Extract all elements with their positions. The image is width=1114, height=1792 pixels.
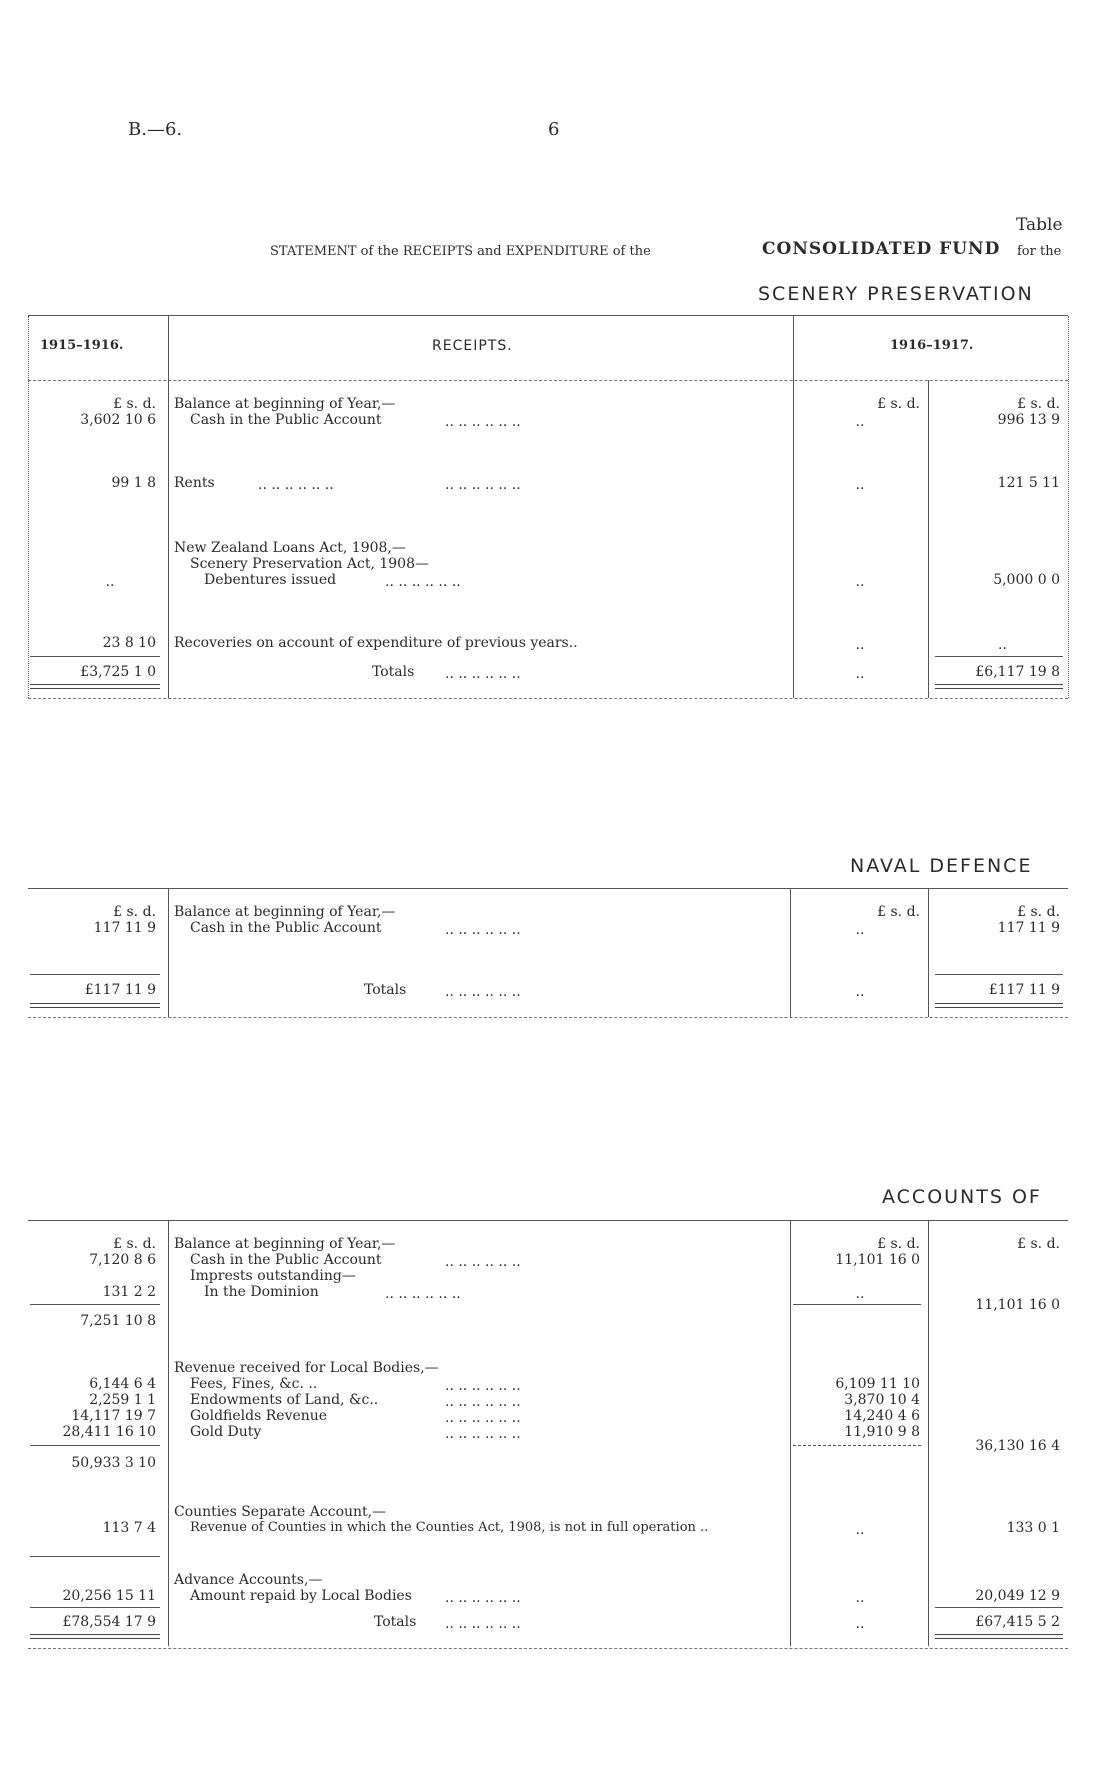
- accounts-balance-label: Balance at beginning of Year,—: [174, 1236, 396, 1252]
- scenery-col-year: 1916–1917.: [890, 338, 974, 353]
- leader-dots: .. .. .. .. .. ..: [445, 1590, 521, 1606]
- accounts-endow-prev: 2,259 1 1: [89, 1392, 156, 1408]
- accounts-balance-subtotal-prev: 7,251 10 8: [80, 1313, 156, 1329]
- accounts-counties-label1: Counties Separate Account,—: [174, 1504, 387, 1520]
- naval-totals-label: Totals: [364, 982, 407, 998]
- accounts-counties-mid: ..: [855, 1522, 865, 1538]
- scenery-section-title: SCENERY PRESERVATION: [758, 283, 1034, 305]
- scenery-balance-label: Balance at beginning of Year,—: [174, 396, 396, 412]
- accounts-gold-mid: 14,240 4 6: [844, 1408, 920, 1424]
- scenery-loans-label3: Debentures issued: [204, 572, 337, 588]
- accounts-imprest-label2: In the Dominion: [204, 1284, 319, 1300]
- leader-dots: .. .. .. .. .. ..: [445, 1616, 521, 1632]
- naval-units-mid: £ s. d.: [877, 904, 920, 920]
- accounts-imprest-mid: ..: [855, 1286, 865, 1302]
- leader-dots: .. .. .. .. .. ..: [445, 666, 521, 682]
- scenery-units-prev: £ s. d.: [113, 396, 156, 412]
- accounts-units-cur: £ s. d.: [1017, 1236, 1060, 1252]
- scenery-totals-label: Totals: [372, 664, 415, 680]
- accounts-advance-label2: Amount repaid by Local Bodies: [190, 1588, 412, 1604]
- scenery-loans-label1: New Zealand Loans Act, 1908,—: [174, 540, 406, 556]
- accounts-fees-mid: 6,109 11 10: [835, 1376, 920, 1392]
- scenery-recov-prev: 23 8 10: [102, 635, 156, 651]
- page-number: 6: [548, 119, 560, 140]
- scenery-rents-prev: 99 1 8: [111, 475, 156, 491]
- scenery-recov-cur: ..: [998, 637, 1007, 653]
- leader-dots: .. .. .. .. .. ..: [445, 1254, 521, 1270]
- scenery-balance-cur: 996 13 9: [997, 412, 1060, 428]
- accounts-totals-cur: £67,415 5 2: [975, 1614, 1060, 1630]
- accounts-imprest-prev: 131 2 2: [102, 1284, 156, 1300]
- scenery-units-mid: £ s. d.: [877, 396, 920, 412]
- scenery-rents-label: Rents: [174, 475, 215, 491]
- leader-dots: .. .. .. .. .. ..: [258, 477, 334, 493]
- accounts-balance-subtotal-cur: 11,101 16 0: [975, 1297, 1060, 1313]
- naval-balance-mid: ..: [855, 922, 865, 938]
- naval-balance-cur: 117 11 9: [997, 920, 1060, 936]
- accounts-endow-label: Endowments of Land, &c..: [190, 1392, 379, 1408]
- leader-dots: .. .. .. .. .. ..: [445, 1426, 521, 1442]
- accounts-endow-mid: 3,870 10 4: [844, 1392, 920, 1408]
- leader-dots: .. .. .. .. .. ..: [445, 984, 521, 1000]
- scenery-recov-mid: ..: [855, 637, 865, 653]
- page-reference: B.—6.: [128, 119, 183, 140]
- scenery-rents-cur: 121 5 11: [997, 475, 1060, 491]
- accounts-advance-label1: Advance Accounts,—: [174, 1572, 323, 1588]
- table-label: Table: [1016, 215, 1063, 235]
- leader-dots: .. .. .. .. .. ..: [445, 414, 521, 430]
- accounts-duty-mid: 11,910 9 8: [844, 1424, 920, 1440]
- scenery-units-cur: £ s. d.: [1017, 396, 1060, 412]
- naval-totals-prev: £117 11 9: [84, 982, 156, 998]
- naval-units-cur: £ s. d.: [1017, 904, 1060, 920]
- scenery-balance-prev: 3,602 10 6: [80, 412, 156, 428]
- accounts-imprest-label1: Imprests outstanding—: [190, 1268, 356, 1284]
- accounts-totals-prev: £78,554 17 9: [62, 1614, 156, 1630]
- naval-totals-mid: ..: [855, 984, 865, 1000]
- accounts-duty-label: Gold Duty: [190, 1424, 262, 1440]
- accounts-units-prev: £ s. d.: [113, 1236, 156, 1252]
- accounts-totals-mid: ..: [855, 1616, 865, 1632]
- accounts-fees-label: Fees, Fines, &c. ..: [190, 1376, 318, 1392]
- leader-dots: .. .. .. .. .. ..: [445, 1394, 521, 1410]
- fund-name: CONSOLIDATED FUND: [762, 239, 1001, 259]
- accounts-counties-label2: Revenue of Counties in which the Counties Act, 1908, is not in full operation ..: [190, 1520, 709, 1535]
- accounts-units-mid: £ s. d.: [877, 1236, 920, 1252]
- accounts-revenue-subtotal-cur: 36,130 16 4: [975, 1438, 1060, 1454]
- leader-dots: .. .. .. .. .. ..: [385, 1286, 461, 1302]
- naval-totals-cur: £117 11 9: [988, 982, 1060, 998]
- accounts-revenue-subtotal-prev: 50,933 3 10: [71, 1455, 156, 1471]
- accounts-section-title: ACCOUNTS OF: [882, 1186, 1042, 1208]
- accounts-gold-prev: 14,117 19 7: [71, 1408, 156, 1424]
- scenery-loans-mid: ..: [855, 574, 865, 590]
- scenery-totals-mid: ..: [855, 666, 865, 682]
- accounts-advance-mid: ..: [855, 1590, 865, 1606]
- accounts-counties-prev: 113 7 4: [102, 1520, 156, 1536]
- scenery-balance-mid: ..: [855, 414, 865, 430]
- scenery-balance-sublabel: Cash in the Public Account: [190, 412, 382, 428]
- leader-dots: .. .. .. .. .. ..: [445, 1378, 521, 1394]
- scenery-totals-cur: £6,117 19 8: [975, 664, 1060, 680]
- accounts-advance-cur: 20,049 12 9: [975, 1588, 1060, 1604]
- naval-section-title: NAVAL DEFENCE: [850, 855, 1033, 877]
- scenery-totals-prev: £3,725 1 0: [80, 664, 156, 680]
- statement-prefix: STATEMENT of the RECEIPTS and EXPENDITURE of the: [270, 244, 651, 259]
- scenery-recov-label: Recoveries on account of expenditure of previous years..: [174, 635, 578, 651]
- accounts-cash-prev: 7,120 8 6: [89, 1252, 156, 1268]
- scenery-col-receipts: RECEIPTS.: [432, 338, 513, 354]
- accounts-cash-label: Cash in the Public Account: [190, 1252, 382, 1268]
- leader-dots: .. .. .. .. .. ..: [445, 477, 521, 493]
- scenery-loans-label2: Scenery Preservation Act, 1908—: [190, 556, 429, 572]
- leader-dots: .. .. .. .. .. ..: [445, 1410, 521, 1426]
- scenery-loans-cur: 5,000 0 0: [993, 572, 1060, 588]
- accounts-cash-mid: 11,101 16 0: [835, 1252, 920, 1268]
- accounts-duty-prev: 28,411 16 10: [62, 1424, 156, 1440]
- accounts-totals-label: Totals: [374, 1614, 417, 1630]
- accounts-fees-prev: 6,144 6 4: [89, 1376, 156, 1392]
- naval-balance-prev: 117 11 9: [93, 920, 156, 936]
- naval-balance-sublabel: Cash in the Public Account: [190, 920, 382, 936]
- leader-dots: .. .. .. .. .. ..: [385, 574, 461, 590]
- leader-dots: .. .. .. .. .. ..: [445, 922, 521, 938]
- accounts-advance-prev: 20,256 15 11: [62, 1588, 156, 1604]
- accounts-counties-cur: 133 0 1: [1006, 1520, 1060, 1536]
- naval-units-prev: £ s. d.: [113, 904, 156, 920]
- accounts-gold-label: Goldfields Revenue: [190, 1408, 328, 1424]
- scenery-col-prev-year: 1915–1916.: [40, 338, 124, 353]
- naval-balance-label: Balance at beginning of Year,—: [174, 904, 396, 920]
- accounts-revenue-label: Revenue received for Local Bodies,—: [174, 1360, 439, 1376]
- scenery-loans-prev: ..: [105, 574, 115, 590]
- scenery-rents-mid: ..: [855, 477, 865, 493]
- statement-suffix: for the: [1017, 244, 1062, 259]
